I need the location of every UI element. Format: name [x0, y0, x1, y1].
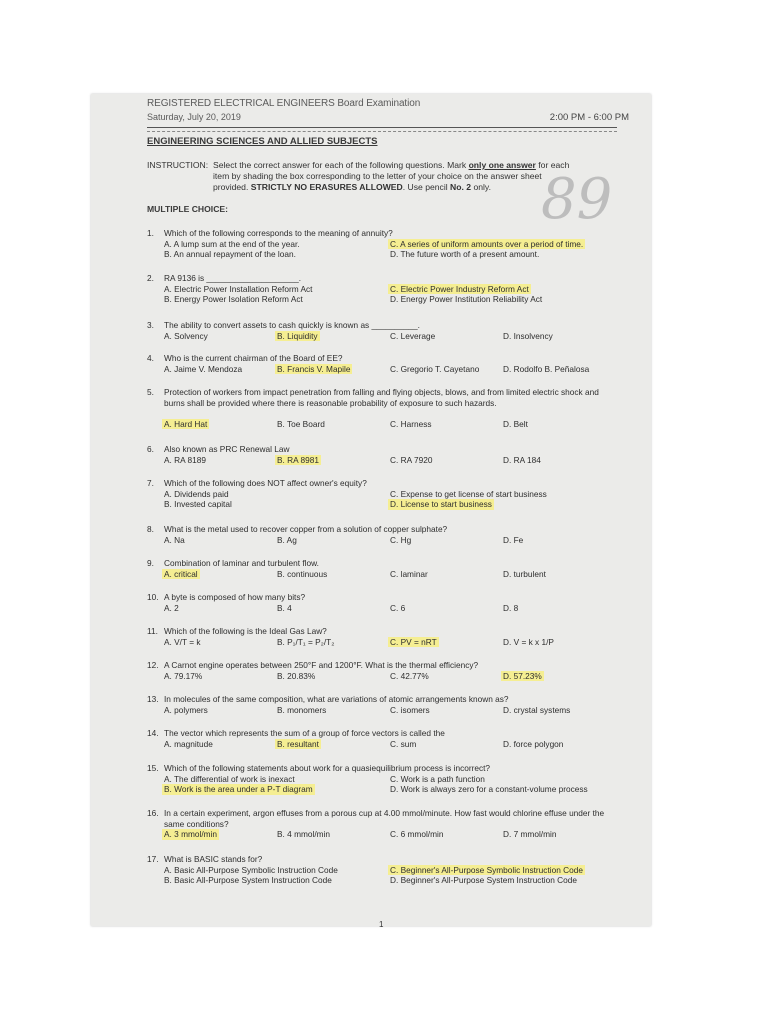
- exam-time: 2:00 PM - 6:00 PM: [549, 112, 629, 123]
- question-3-option-c: C. Leverage: [390, 330, 436, 341]
- question-4-option-a: A. Jaime V. Mendoza: [164, 363, 243, 374]
- question-9-option-d: D. turbulent: [503, 568, 546, 579]
- question-stem: A Carnot engine operates between 250°F and 1200°F. What is the thermal efficiency?: [164, 660, 479, 670]
- question-number: 3.: [147, 320, 154, 330]
- question-stem: Protection of workers from impact penetration from falling and flying objects, blows, and from limited electric shock and burns shall be provided where there is reasonable probability of exposure to such hazards.: [164, 387, 599, 408]
- question-10-option-a: A. 2: [164, 602, 179, 613]
- question-12-option-c: C. 42.77%: [390, 670, 429, 681]
- question-8-option-c: C. Hg: [390, 534, 412, 545]
- question-stem: Combination of laminar and turbulent flow.: [164, 558, 319, 568]
- question-stem: What is BASIC stands for?: [164, 854, 263, 864]
- question-6-option-a: A. RA 8189: [164, 454, 206, 465]
- question-number: 16.: [147, 808, 159, 818]
- instruction-line-3: provided. STRICTLY NO ERASURES ALLOWED. Use pencil No. 2 only.: [213, 182, 491, 192]
- question-3-option-a: A. Solvency: [164, 330, 208, 341]
- question-stem: Which of the following statements about work for a quasiequilibrium process is incorrect?: [164, 763, 491, 773]
- question-13-option-a: A. polymers: [164, 704, 208, 715]
- exam-date: Saturday, July 20, 2019: [147, 112, 241, 122]
- header-rule: [147, 127, 617, 128]
- question-number: 11.: [147, 626, 158, 636]
- question-15-option-d: D. Work is always zero for a constant-volume process: [390, 784, 588, 794]
- question-16-option-c: C. 6 mmol/min: [390, 829, 444, 839]
- instruction-label: INSTRUCTION:: [147, 160, 209, 170]
- question-16-option-d: D. 7 mmol/min: [503, 829, 557, 839]
- question-9-option-a: A. critical: [164, 568, 198, 579]
- question-13-option-c: C. isomers: [390, 704, 430, 715]
- question-number: 9.: [147, 558, 154, 568]
- question-2-option-d: D. Energy Power Institution Reliability Act: [390, 294, 543, 304]
- question-10-option-c: C. 6: [390, 602, 406, 613]
- exam-title: REGISTERED ELECTRICAL ENGINEERS Board Examination: [147, 98, 421, 109]
- question-number: 15.: [147, 763, 159, 773]
- question-11-option-b: B. P₁/T₁ = P₂/T₂: [277, 636, 335, 647]
- question-number: 13.: [147, 694, 159, 704]
- question-12-option-a: A. 79.17%: [164, 670, 203, 681]
- question-8-option-b: B. Ag: [277, 534, 297, 545]
- question-16-option-a: A. 3 mmol/min: [164, 829, 218, 839]
- question-number: 17.: [147, 854, 159, 864]
- question-stem: The vector which represents the sum of a group of force vectors is called the: [164, 728, 445, 738]
- header-rule-dashed: [147, 131, 617, 132]
- question-14-option-b: B. resultant: [277, 738, 319, 749]
- question-8-option-d: D. Fe: [503, 534, 524, 545]
- multiple-choice-label: MULTIPLE CHOICE:: [147, 204, 228, 214]
- question-number: 14.: [147, 728, 159, 738]
- question-7-option-b: B. Invested capital: [164, 499, 232, 509]
- question-1-option-d: D. The future worth of a present amount.: [390, 249, 540, 259]
- question-stem: In a certain experiment, argon effuses from a porous cup at 4.00 mmol/minute. How fast would chlorine effuse under the same conditions?: [164, 808, 605, 829]
- question-number: 4.: [147, 353, 154, 363]
- question-13-option-b: B. monomers: [277, 704, 327, 715]
- question-stem: In molecules of the same composition, what are variations of atomic arrangements known as?: [164, 694, 509, 704]
- question-number: 1.: [147, 228, 154, 238]
- question-4-option-b: B. Francis V. Mapile: [277, 363, 351, 374]
- question-11-option-a: A. V/T = k: [164, 636, 201, 647]
- question-5-option-b: B. Toe Board: [277, 418, 325, 429]
- question-number: 10.: [147, 592, 159, 602]
- question-4-option-d: D. Rodolfo B. Peñalosa: [503, 363, 590, 374]
- question-12-option-d: D. 57.23%: [503, 670, 542, 681]
- question-stem: Who is the current chairman of the Board of EE?: [164, 353, 343, 363]
- question-17-option-b: B. Basic All-Purpose System Instruction Code: [164, 875, 332, 885]
- question-7-option-d: D. License to start business: [390, 499, 492, 509]
- question-14-option-a: A. magnitude: [164, 738, 213, 749]
- question-9-option-c: C. laminar: [390, 568, 428, 579]
- question-14-option-d: D. force polygon: [503, 738, 564, 749]
- handwritten-score: 89: [541, 167, 613, 232]
- question-number: 8.: [147, 524, 154, 534]
- question-number: 12.: [147, 660, 159, 670]
- question-2-option-b: B. Energy Power Isolation Reform Act: [164, 294, 303, 304]
- question-stem: Which of the following is the Ideal Gas Law?: [164, 626, 327, 636]
- section-title: ENGINEERING SCIENCES AND ALLIED SUBJECTS: [147, 136, 378, 147]
- question-2-option-a: A. Electric Power Installation Reform Act: [164, 283, 313, 294]
- page-number: 1: [379, 920, 384, 929]
- question-number: 7.: [147, 478, 154, 488]
- question-stem: RA 9136 is ____________________.: [164, 273, 302, 283]
- question-5-option-d: D. Belt: [503, 418, 528, 429]
- exam-sheet: [91, 94, 651, 929]
- question-number: 6.: [147, 444, 154, 454]
- question-4-option-c: C. Gregorio T. Cayetano: [390, 363, 480, 374]
- question-17-option-d: D. Beginner's All-Purpose System Instruction Code: [390, 875, 577, 885]
- question-1-option-c: C. A series of uniform amounts over a period of time.: [390, 238, 584, 249]
- question-15-option-a: A. The differential of work is inexact: [164, 773, 295, 784]
- question-5-option-a: A. Hard Hat: [164, 418, 208, 429]
- question-1-option-a: A. A lump sum at the end of the year.: [164, 238, 300, 249]
- question-stem: Which of the following does NOT affect owner's equity?: [164, 478, 367, 488]
- question-14-option-c: C. sum: [390, 738, 417, 749]
- question-17-option-c: C. Beginner's All-Purpose Symbolic Instruction Code: [390, 864, 583, 875]
- question-stem: Also known as PRC Renewal Law: [164, 444, 290, 454]
- instruction-line-2: item by shading the box corresponding to the letter of your choice on the answer sheet: [213, 171, 542, 181]
- question-10-option-b: B. 4: [277, 602, 292, 613]
- question-number: 2.: [147, 273, 154, 283]
- question-12-option-b: B. 20.83%: [277, 670, 316, 681]
- question-6-option-b: B. RA 8981: [277, 454, 319, 465]
- question-17-option-a: A. Basic All-Purpose Symbolic Instruction Code: [164, 864, 338, 875]
- question-8-option-a: A. Na: [164, 534, 185, 545]
- question-stem: A byte is composed of how many bits?: [164, 592, 306, 602]
- question-2-option-c: C. Electric Power Industry Reform Act: [390, 283, 529, 294]
- question-7-option-c: C. Expense to get license of start business: [390, 488, 547, 499]
- question-15-option-c: C. Work is a path function: [390, 773, 485, 784]
- question-10-option-d: D. 8: [503, 602, 519, 613]
- question-1-option-b: B. An annual repayment of the loan.: [164, 249, 296, 259]
- question-11-option-d: D. V = k x 1/P: [503, 636, 554, 647]
- question-13-option-d: D. crystal systems: [503, 704, 571, 715]
- question-3-option-b: B. Liquidity: [277, 330, 318, 341]
- question-16-option-b: B. 4 mmol/min: [277, 829, 331, 839]
- question-5-option-c: C. Harness: [390, 418, 432, 429]
- question-9-option-b: B. continuous: [277, 568, 328, 579]
- question-stem: What is the metal used to recover copper from a solution of copper sulphate?: [164, 524, 448, 534]
- question-stem: The ability to convert assets to cash quickly is known as __________.: [164, 320, 420, 330]
- question-3-option-d: D. Insolvency: [503, 330, 553, 341]
- question-15-option-b: B. Work is the area under a P-T diagram: [164, 784, 313, 794]
- question-stem: Which of the following corresponds to the meaning of annuity?: [164, 228, 393, 238]
- question-6-option-c: C. RA 7920: [390, 454, 433, 465]
- question-11-option-c: C. PV = nRT: [390, 636, 437, 647]
- question-6-option-d: D. RA 184: [503, 454, 541, 465]
- question-number: 5.: [147, 387, 154, 397]
- question-7-option-a: A. Dividends paid: [164, 488, 229, 499]
- instruction-line-1: Select the correct answer for each of the following questions. Mark only one answer for each: [213, 160, 570, 170]
